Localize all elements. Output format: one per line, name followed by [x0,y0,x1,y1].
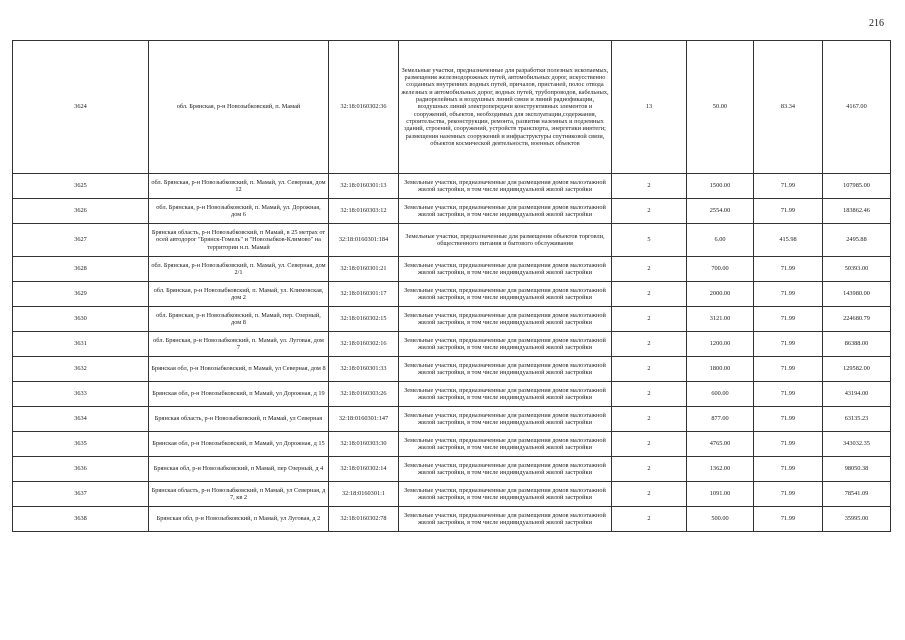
cadastral-number-cell: 32:18:0160302:78 [329,507,399,532]
specific-value-cell: 71.99 [754,199,823,224]
land-use-cell: Земельные участки, предназначенные для разработки полезных ископаемых, размещения железнодорожных путей, автомобильных дорог, искусственно созданных внутренних водных путей, причалов, пристаней, полос отвода железных и автомобильных дорог, водных путей, трубопроводов, кабельных, радиорелейных и воздушных линий связи и линий радиофикации, воздушных линий электропередачи конструктивных элементов и сооружений, объектов, необходимых для эксплуатации,содержания, строительства, реконструкции, ремонта, развития наземных и подземных зданий, строений, сооружений, устройств транспорта, энергетики иинтеги; размещения наземных сооружений и инфраструктуры спутниковой связи, объектов космической деятельности, военных объектов [399,41,612,174]
cadastral-number-cell: 32:18:0160301:21 [329,257,399,282]
cadastral-value-cell: 2495.88 [823,224,891,257]
use-group-cell: 2 [612,174,687,199]
row-number: 3624 [13,41,149,174]
land-use-cell: Земельные участки, предназначенные для размещения домов малоэтажной жилой застройки, в том числе индивидуальной жилой застройки [399,174,612,199]
row-number: 3629 [13,282,149,307]
use-group-cell: 2 [612,307,687,332]
row-number: 3638 [13,507,149,532]
cadastral-value-cell: 78541.09 [823,482,891,507]
address-cell: обл. Брянская, р-н Новозыбковский, п. Мамай, ул. Северная, дом 2/1 [149,257,329,282]
cadastral-value-cell: 35995.00 [823,507,891,532]
cadastral-number-cell: 32:18:0160301:33 [329,357,399,382]
cadastral-value-cell: 43194.00 [823,382,891,407]
area-cell: 3121.00 [687,307,754,332]
use-group-cell: 13 [612,41,687,174]
area-cell: 1362.00 [687,457,754,482]
cadastral-number-cell: 32:18:0160303:30 [329,432,399,457]
area-cell: 500.00 [687,507,754,532]
table-row [13,199,891,224]
land-use-cell: Земельные участки, предназначенные для размещения объектов торговли, общественного питания и бытового обслуживания [399,224,612,257]
cadastral-number-cell: 32:18:0160301:184 [329,224,399,257]
use-group-cell: 2 [612,407,687,432]
cadastral-value-cell: 50393.00 [823,257,891,282]
cadastral-number-cell: 32:18:0160302:14 [329,457,399,482]
table-row [13,432,891,457]
address-cell: Брянская область, р-н Новозыбковский, п Мамай, в 25 метрах от осей автодорог "Брянск-Гомель" и "Новозыбков-Климово" на территории н.п. Мамай [149,224,329,257]
use-group-cell: 5 [612,224,687,257]
cadastral-number-cell: 32:18:0160302:36 [329,41,399,174]
use-group-cell: 2 [612,282,687,307]
use-group-cell: 2 [612,257,687,282]
cadastral-value-cell: 183862.46 [823,199,891,224]
specific-value-cell: 71.99 [754,357,823,382]
address-cell: Брянская область, р-н Новозыбковский, п Мамай, ул Северная [149,407,329,432]
address-cell: обл. Брянская, р-н Новозыбковский, п. Мамай, ул. Дорожная, дом 6 [149,199,329,224]
area-cell: 2000.00 [687,282,754,307]
row-number: 3637 [13,482,149,507]
use-group-cell: 2 [612,332,687,357]
area-cell: 1500.00 [687,174,754,199]
specific-value-cell: 71.99 [754,407,823,432]
area-cell: 877.00 [687,407,754,432]
cadastral-value-cell: 343032.35 [823,432,891,457]
land-use-cell: Земельные участки, предназначенные для размещения домов малоэтажной жилой застройки, в том числе индивидуальной жилой застройки [399,307,612,332]
area-cell: 2554.00 [687,199,754,224]
cadastral-value-cell: 4167.00 [823,41,891,174]
cadastral-number-cell: 32:18:0160303:26 [329,382,399,407]
cadastral-value-cell: 86388.00 [823,332,891,357]
cadastral-number-cell: 32:18:0160301:1 [329,482,399,507]
specific-value-cell: 71.99 [754,282,823,307]
table-row [13,224,891,257]
table-row [13,357,891,382]
cadastral-number-cell: 32:18:0160301:13 [329,174,399,199]
address-cell: обл. Брянская, р-н Новозыбковский, п. Мамай [149,41,329,174]
area-cell: 1091.00 [687,482,754,507]
table-row [13,482,891,507]
table-row [13,41,891,174]
specific-value-cell: 71.99 [754,482,823,507]
land-use-cell: Земельные участки, предназначенные для размещения домов малоэтажной жилой застройки, в том числе индивидуальной жилой застройки [399,432,612,457]
cadastral-value-cell: 143980.00 [823,282,891,307]
row-number: 3626 [13,199,149,224]
address-cell: Брянская обл, р-н Новозыбковский, п Мамай, ул Дорожная, д 15 [149,432,329,457]
use-group-cell: 2 [612,357,687,382]
row-number: 3632 [13,357,149,382]
row-number: 3631 [13,332,149,357]
cadastral-number-cell: 32:18:0160301:147 [329,407,399,432]
cadastral-value-table [12,40,891,532]
land-use-cell: Земельные участки, предназначенные для размещения домов малоэтажной жилой застройки, в том числе индивидуальной жилой застройки [399,199,612,224]
address-cell: Брянская обл, р-н Новозыбковский, п Мамай, ул Луговая, д 2 [149,507,329,532]
specific-value-cell: 71.99 [754,507,823,532]
area-cell: 50.00 [687,41,754,174]
land-use-cell: Земельные участки, предназначенные для размещения домов малоэтажной жилой застройки, в том числе индивидуальной жилой застройки [399,457,612,482]
row-number: 3633 [13,382,149,407]
cadastral-value-cell: 63135.23 [823,407,891,432]
address-cell: обл. Брянская, р-н Новозыбковский, п. Мамай, ул. Луговая, дом 7 [149,332,329,357]
address-cell: Брянская обл, р-н Новозыбковский, п Мамай, пер Озерный, д 4 [149,457,329,482]
address-cell: Брянская область, р-н Новозыбковский, п Мамай, ул Северная, д 7, кв 2 [149,482,329,507]
address-cell: обл. Брянская, р-н Новозыбковский, п. Мамай, ул. Климовская, дом 2 [149,282,329,307]
row-number: 3634 [13,407,149,432]
specific-value-cell: 83.34 [754,41,823,174]
land-use-cell: Земельные участки, предназначенные для размещения домов малоэтажной жилой застройки, в том числе индивидуальной жилой застройки [399,332,612,357]
table-row [13,382,891,407]
cadastral-value-cell: 224680.79 [823,307,891,332]
row-number: 3627 [13,224,149,257]
row-number: 3625 [13,174,149,199]
land-use-cell: Земельные участки, предназначенные для размещения домов малоэтажной жилой застройки, в том числе индивидуальной жилой застройки [399,282,612,307]
use-group-cell: 2 [612,432,687,457]
specific-value-cell: 71.99 [754,457,823,482]
area-cell: 1200.00 [687,332,754,357]
table-row [13,257,891,282]
land-use-cell: Земельные участки, предназначенные для размещения домов малоэтажной жилой застройки, в том числе индивидуальной жилой застройки [399,257,612,282]
table-row [13,174,891,199]
page-number: 216 [869,18,884,29]
use-group-cell: 2 [612,507,687,532]
table-row [13,332,891,357]
land-use-cell: Земельные участки, предназначенные для размещения домов малоэтажной жилой застройки, в том числе индивидуальной жилой застройки [399,357,612,382]
use-group-cell: 2 [612,482,687,507]
cadastral-number-cell: 32:18:0160302:16 [329,332,399,357]
cadastral-value-cell: 107985.00 [823,174,891,199]
row-number: 3635 [13,432,149,457]
address-cell: Брянская обл, р-н Новозыбковский, п Мамай, ул Дорожная, д 19 [149,382,329,407]
area-cell: 1800.00 [687,357,754,382]
use-group-cell: 2 [612,457,687,482]
specific-value-cell: 71.99 [754,307,823,332]
table-row [13,407,891,432]
specific-value-cell: 71.99 [754,174,823,199]
land-use-cell: Земельные участки, предназначенные для размещения домов малоэтажной жилой застройки, в том числе индивидуальной жилой застройки [399,407,612,432]
cadastral-number-cell: 32:18:0160301:17 [329,282,399,307]
cadastral-value-cell: 98050.38 [823,457,891,482]
area-cell: 700.00 [687,257,754,282]
area-cell: 4765.00 [687,432,754,457]
specific-value-cell: 71.99 [754,332,823,357]
table-row [13,307,891,332]
table-row [13,282,891,307]
row-number: 3628 [13,257,149,282]
area-cell: 6.00 [687,224,754,257]
row-number: 3630 [13,307,149,332]
land-use-cell: Земельные участки, предназначенные для размещения домов малоэтажной жилой застройки, в том числе индивидуальной жилой застройки [399,382,612,407]
land-use-cell: Земельные участки, предназначенные для размещения домов малоэтажной жилой застройки, в том числе индивидуальной жилой застройки [399,507,612,532]
cadastral-value-cell: 129582.00 [823,357,891,382]
use-group-cell: 2 [612,199,687,224]
address-cell: обл. Брянская, р-н Новозыбковский, п. Мамай, ул. Северная, дом 12 [149,174,329,199]
table-row [13,457,891,482]
land-use-cell: Земельные участки, предназначенные для размещения домов малоэтажной жилой застройки, в том числе индивидуальной жилой застройки [399,482,612,507]
address-cell: обл. Брянская, р-н Новозыбковский, п. Мамай, пер. Озерный, дом 8 [149,307,329,332]
row-number: 3636 [13,457,149,482]
address-cell: Брянская обл, р-н Новозыбковский, п Мамай, ул Северная, дом 8 [149,357,329,382]
specific-value-cell: 415.98 [754,224,823,257]
specific-value-cell: 71.99 [754,257,823,282]
specific-value-cell: 71.99 [754,382,823,407]
cadastral-number-cell: 32:18:0160302:15 [329,307,399,332]
specific-value-cell: 71.99 [754,432,823,457]
cadastral-number-cell: 32:18:0160303:12 [329,199,399,224]
use-group-cell: 2 [612,382,687,407]
area-cell: 600.00 [687,382,754,407]
table-row [13,507,891,532]
